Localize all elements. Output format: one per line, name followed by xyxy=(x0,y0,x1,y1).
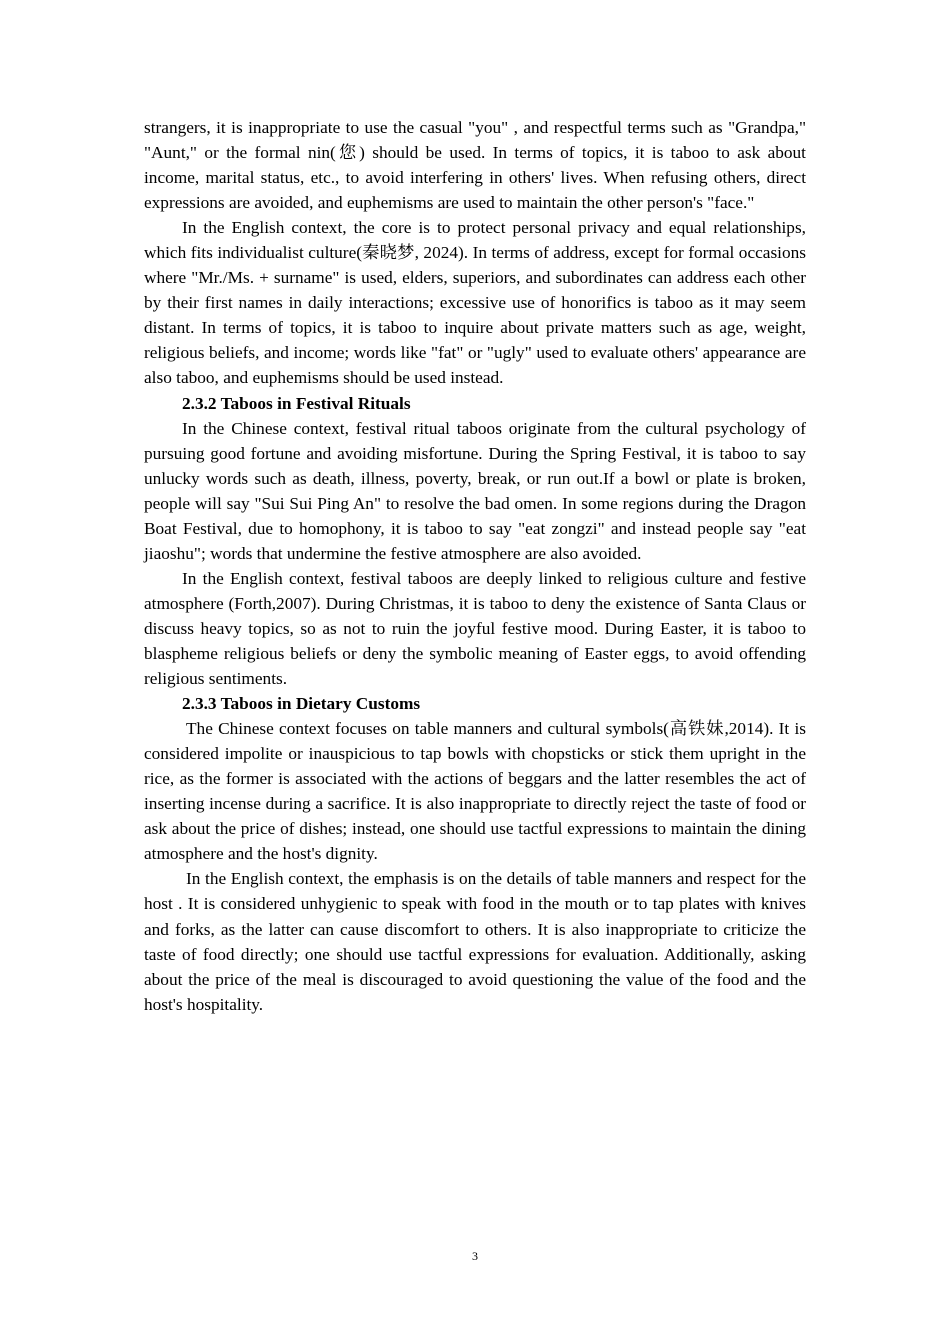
paragraph-address-chinese-continued: strangers, it is inappropriate to use the casual "you" , and respectful terms such as "Grandpa," "Aunt," or the formal nin(您) should be used. In terms of topics, it is taboo to ask about income, marital status, etc., to avoid interfering in others' lives. When refusing others, direct expressions are avoided, and euphemisms are used to maintain the other person's "face." xyxy=(144,118,806,213)
paragraph-festival-chinese: In the Chinese context, festival ritual taboos originate from the cultural psychology of pursuing good fortune and avoiding misfortune. During the Spring Festival, it is taboo to say unlucky words such as death, illness, poverty, break, or run out.If a bowl or plate is broken, people will say "Sui Sui Ping An" to resolve the bad omen. In some regions during the Dragon Boat Festival, due to homophony, it is taboo to say "eat zongzi" and instead people say "eat jiaoshu"; words that undermine the festive atmosphere are also avoided. xyxy=(144,418,806,563)
paragraph-festival-english: In the English context, festival taboos are deeply linked to religious culture and festive atmosphere (Forth,2007). During Christmas, it is taboo to deny the existence of Santa Claus or discuss heavy topics, so as not to ruin the joyful festive mood. During Easter, it is taboo to blaspheme religious beliefs or deny the symbolic meaning of Easter eggs, to avoid offending religious sentiments. xyxy=(144,568,806,689)
paragraph-dietary-english: In the English context, the emphasis is on the details of table manners and respect for the host . It is considered unhygienic to speak with food in the mouth or to tap plates with knives and forks, as the latter can cause discomfort to others. It is also inappropriate to criticize the taste of food directly; one should use tactful expressions for evaluation. Additionally, asking about the price of the meal is discouraged to avoid questioning the value of the food and the host's hospitality. xyxy=(144,869,806,1014)
page-number: 3 xyxy=(472,1249,478,1263)
paragraph-address-english: In the English context, the core is to protect personal privacy and equal relationships, which fits individualist culture(秦晓梦, 2024). In terms of address, except for formal occasions where "Mr./Ms. + surname" is used, elders, superiors, and subordinates can address each other by their first names in daily interactions; excessive use of honorifics is taboo as it may seem distant. In terms of topics, it is taboo to inquire about private matters such as age, weight, religious beliefs, and income; words like "fat" or "ugly" used to evaluate others' appearance are also taboo, and euphemisms should be used instead. xyxy=(144,218,806,388)
paragraph-dietary-chinese: The Chinese context focuses on table manners and cultural symbols(高铁妹,2014). It is considered impolite or inauspicious to tap bowls with chopsticks or stick them upright in the rice, as the former is associated with the actions of beggars and the latter resembles the act of inserting incense during a sacrifice. It is also inappropriate to directly reject the taste of food or ask about the price of dishes; instead, one should use tactful expressions to maintain the dining atmosphere and the host's dignity. xyxy=(144,719,806,864)
section-heading-dietary-customs: 2.3.3 Taboos in Dietary Customs xyxy=(182,694,421,714)
section-heading-festival-rituals: 2.3.2 Taboos in Festival Rituals xyxy=(182,393,411,413)
document-body xyxy=(144,115,806,1017)
